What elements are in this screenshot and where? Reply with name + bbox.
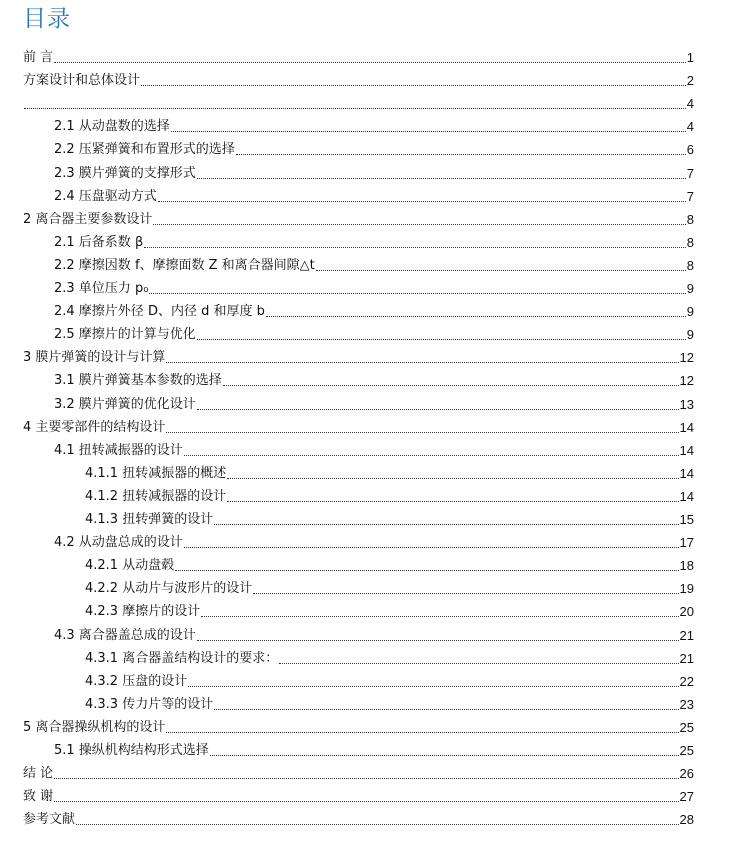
toc-dot-leader (153, 223, 685, 225)
toc-entry-page-number: 1 (686, 50, 694, 65)
toc-entry-page-number: 21 (679, 627, 694, 643)
toc-entry-page-number: 17 (679, 535, 694, 551)
toc-entry-page-number: 9 (686, 304, 694, 320)
toc-dot-leader (227, 477, 678, 479)
toc-entry[interactable] (54, 391, 694, 414)
toc-dot-leader (149, 292, 685, 294)
toc-entry-page-number: 28 (679, 812, 694, 828)
toc-entry-title: 4.3.3 传力片等的设计 (85, 696, 214, 712)
toc-entry-title: 2.3 单位压力 p₀ (54, 281, 149, 296)
toc-entry-title: 4.3.2 压盘的设计 (85, 673, 188, 689)
toc-entry-page-number: 9 (686, 327, 694, 343)
toc-entry[interactable] (85, 575, 694, 598)
toc-entry-title: 3.1 膜片弹簧基本参数的选择 (54, 373, 222, 389)
toc-entry[interactable] (23, 44, 694, 67)
toc-entry-title: 2.3 膜片弹簧的支撑形式 (54, 165, 196, 181)
toc-entry-title: 4.3.1 离合器盖结构设计的要求： (85, 650, 279, 666)
toc-entry-title: 2.4 压盘驱动方式 (54, 188, 157, 204)
toc-dot-leader (166, 431, 678, 433)
toc-dot-leader (197, 177, 686, 179)
toc-entry[interactable] (54, 113, 694, 136)
toc-entry[interactable] (23, 714, 694, 737)
toc-entry-page-number: 23 (679, 696, 694, 712)
toc-entry-page-number: 15 (679, 512, 694, 527)
toc-entry-title: 3 膜片弹簧的设计与计算 (23, 350, 166, 366)
toc-entry[interactable] (85, 506, 694, 529)
toc-entry-title: 方案设计和总体设计 (23, 73, 141, 89)
toc-entry-page-number: 8 (686, 257, 694, 273)
toc-entry-title: 2.2 压紧弹簧和布置形式的选择 (54, 142, 235, 158)
toc-entry[interactable] (85, 483, 694, 506)
toc-entry-title: 2.1 后备系数 β (54, 234, 144, 250)
toc-entry-page-number: 14 (679, 488, 694, 504)
toc-dot-leader (175, 569, 678, 571)
toc-entry-title: 4.2 从动盘总成的设计 (54, 535, 183, 551)
toc-entry[interactable] (85, 598, 694, 621)
toc-entry-title: 4.1 扭转减振器的设计 (54, 442, 183, 458)
toc-entry-page-number: 4 (686, 96, 694, 112)
toc-entry[interactable] (54, 229, 694, 252)
toc-dot-leader (214, 523, 678, 525)
toc-entry[interactable] (54, 298, 694, 321)
toc-dot-leader (197, 408, 679, 410)
toc-dot-leader (184, 546, 679, 548)
toc-entry-page-number: 25 (679, 719, 694, 735)
toc-entry-page-number: 6 (686, 142, 694, 158)
toc-entry-title: 4.2.3 摩擦片的设计 (85, 604, 201, 620)
toc-entry-page-number: 14 (679, 465, 694, 481)
toc-entry[interactable] (85, 668, 694, 691)
toc-entry[interactable] (54, 136, 694, 159)
toc-entry-page-number: 13 (679, 396, 694, 412)
toc-entry-page-number: 12 (679, 350, 694, 366)
toc-entry[interactable] (23, 90, 694, 113)
toc-dot-leader (266, 315, 686, 317)
toc-entry-title: 前 言 (23, 50, 54, 65)
toc-dot-leader (214, 708, 678, 710)
toc-entry-title: 4 主要零部件的结构设计 (23, 419, 166, 435)
toc-dot-leader (158, 200, 686, 202)
toc-dot-leader (197, 639, 679, 641)
toc-entry-page-number: 19 (679, 581, 694, 597)
toc-entry-page-number: 18 (679, 558, 694, 574)
toc-entry-title: 2.1 从动盘数的选择 (54, 119, 170, 135)
toc-entry[interactable] (54, 529, 694, 552)
toc-entry-page-number: 22 (679, 673, 694, 689)
toc-entry-page-number: 4 (686, 119, 694, 135)
toc-dot-leader (316, 269, 686, 271)
toc-entry-page-number: 26 (679, 766, 694, 782)
toc-entry[interactable] (85, 645, 694, 668)
toc-dot-leader (166, 731, 678, 733)
toc-entry-title: 参考文献 (23, 812, 76, 828)
toc-dot-leader (54, 800, 678, 802)
toc-entry[interactable] (23, 414, 694, 437)
toc-heading: 目录 (23, 6, 71, 32)
toc-entry-title: 致 谢 (23, 789, 54, 805)
toc-entry-title: 2 离合器主要参数设计 (23, 211, 153, 227)
toc-entry-title: 4.1.3 扭转弹簧的设计 (85, 512, 214, 527)
toc-dot-leader (166, 361, 678, 363)
toc-entry-page-number: 9 (686, 281, 694, 296)
toc-entry-page-number: 25 (679, 743, 694, 758)
toc-entry[interactable] (85, 460, 694, 483)
toc-entry[interactable] (54, 252, 694, 275)
toc-entry[interactable] (54, 367, 694, 390)
toc-entry[interactable] (23, 760, 694, 783)
toc-dot-leader (171, 130, 686, 132)
toc-entry-title: 5 离合器操纵机构的设计 (23, 719, 166, 735)
toc-entry-title: 3.2 膜片弹簧的优化设计 (54, 396, 196, 412)
toc-dot-leader (197, 338, 686, 340)
toc-entry[interactable] (54, 437, 694, 460)
toc-entry-title: 4.1.1 扭转减振器的概述 (85, 465, 227, 481)
toc-entry-page-number: 7 (686, 188, 694, 204)
toc-entry-title: 结 论 (23, 766, 54, 782)
toc-entry-title: 2.2 摩擦因数 f、摩擦面数 Z 和离合器间隙△t (54, 257, 315, 273)
toc-dot-leader (253, 592, 678, 594)
toc-dot-leader (188, 685, 678, 687)
toc-dot-leader (54, 61, 686, 63)
toc-dot-leader (201, 615, 678, 617)
toc-entry[interactable] (54, 737, 694, 760)
toc-entry[interactable] (54, 275, 694, 298)
toc-entry-page-number: 8 (686, 211, 694, 227)
toc-dot-leader (141, 84, 686, 86)
toc-entry-title: 4.2.2 从动片与波形片的设计 (85, 581, 253, 597)
toc-dot-leader (54, 777, 678, 779)
toc-dot-leader (210, 754, 679, 756)
toc-entry[interactable] (23, 806, 694, 829)
toc-entry-page-number: 14 (679, 419, 694, 435)
toc-dot-leader (184, 454, 679, 456)
toc-entry-page-number: 8 (686, 234, 694, 250)
toc-dot-leader (76, 823, 679, 825)
toc-entry-page-number: 12 (679, 373, 694, 389)
toc-entry[interactable] (23, 206, 694, 229)
toc-dot-leader (223, 384, 679, 386)
toc-entry-title: 2.4 摩擦片外径 D、内径 d 和厚度 b (54, 304, 265, 320)
toc-entry[interactable] (23, 344, 694, 367)
toc-entry-page-number: 20 (679, 604, 694, 620)
toc-dot-leader (279, 662, 678, 664)
toc-entry-page-number: 27 (679, 789, 694, 805)
toc-entry[interactable] (23, 783, 694, 806)
toc-entry[interactable] (54, 321, 694, 344)
toc-entry-title: 4.2.1 从动盘毂 (85, 558, 175, 574)
toc-dot-leader (24, 107, 686, 109)
toc-entry[interactable] (85, 691, 694, 714)
toc-entry-title: 2.5 摩擦片的计算与优化 (54, 327, 196, 343)
toc-entry-page-number: 14 (679, 442, 694, 458)
toc-entry-title: 5.1 操纵机构结构形式选择 (54, 743, 209, 758)
toc-dot-leader (236, 153, 686, 155)
toc-dot-leader (144, 246, 686, 248)
toc-entry-page-number: 21 (679, 650, 694, 666)
toc-entry[interactable] (54, 160, 694, 183)
toc-entry-page-number: 2 (686, 73, 694, 89)
toc-entry[interactable] (85, 552, 694, 575)
toc-entry-page-number: 7 (686, 165, 694, 181)
toc-dot-leader (227, 500, 678, 502)
toc-entry[interactable] (23, 67, 694, 90)
toc-entry-title: 4.1.2 扭转减振器的设计 (85, 488, 227, 504)
toc-entry[interactable] (54, 183, 694, 206)
toc-entry[interactable] (54, 622, 694, 645)
toc-entry-title: 4.3 离合器盖总成的设计 (54, 627, 196, 643)
